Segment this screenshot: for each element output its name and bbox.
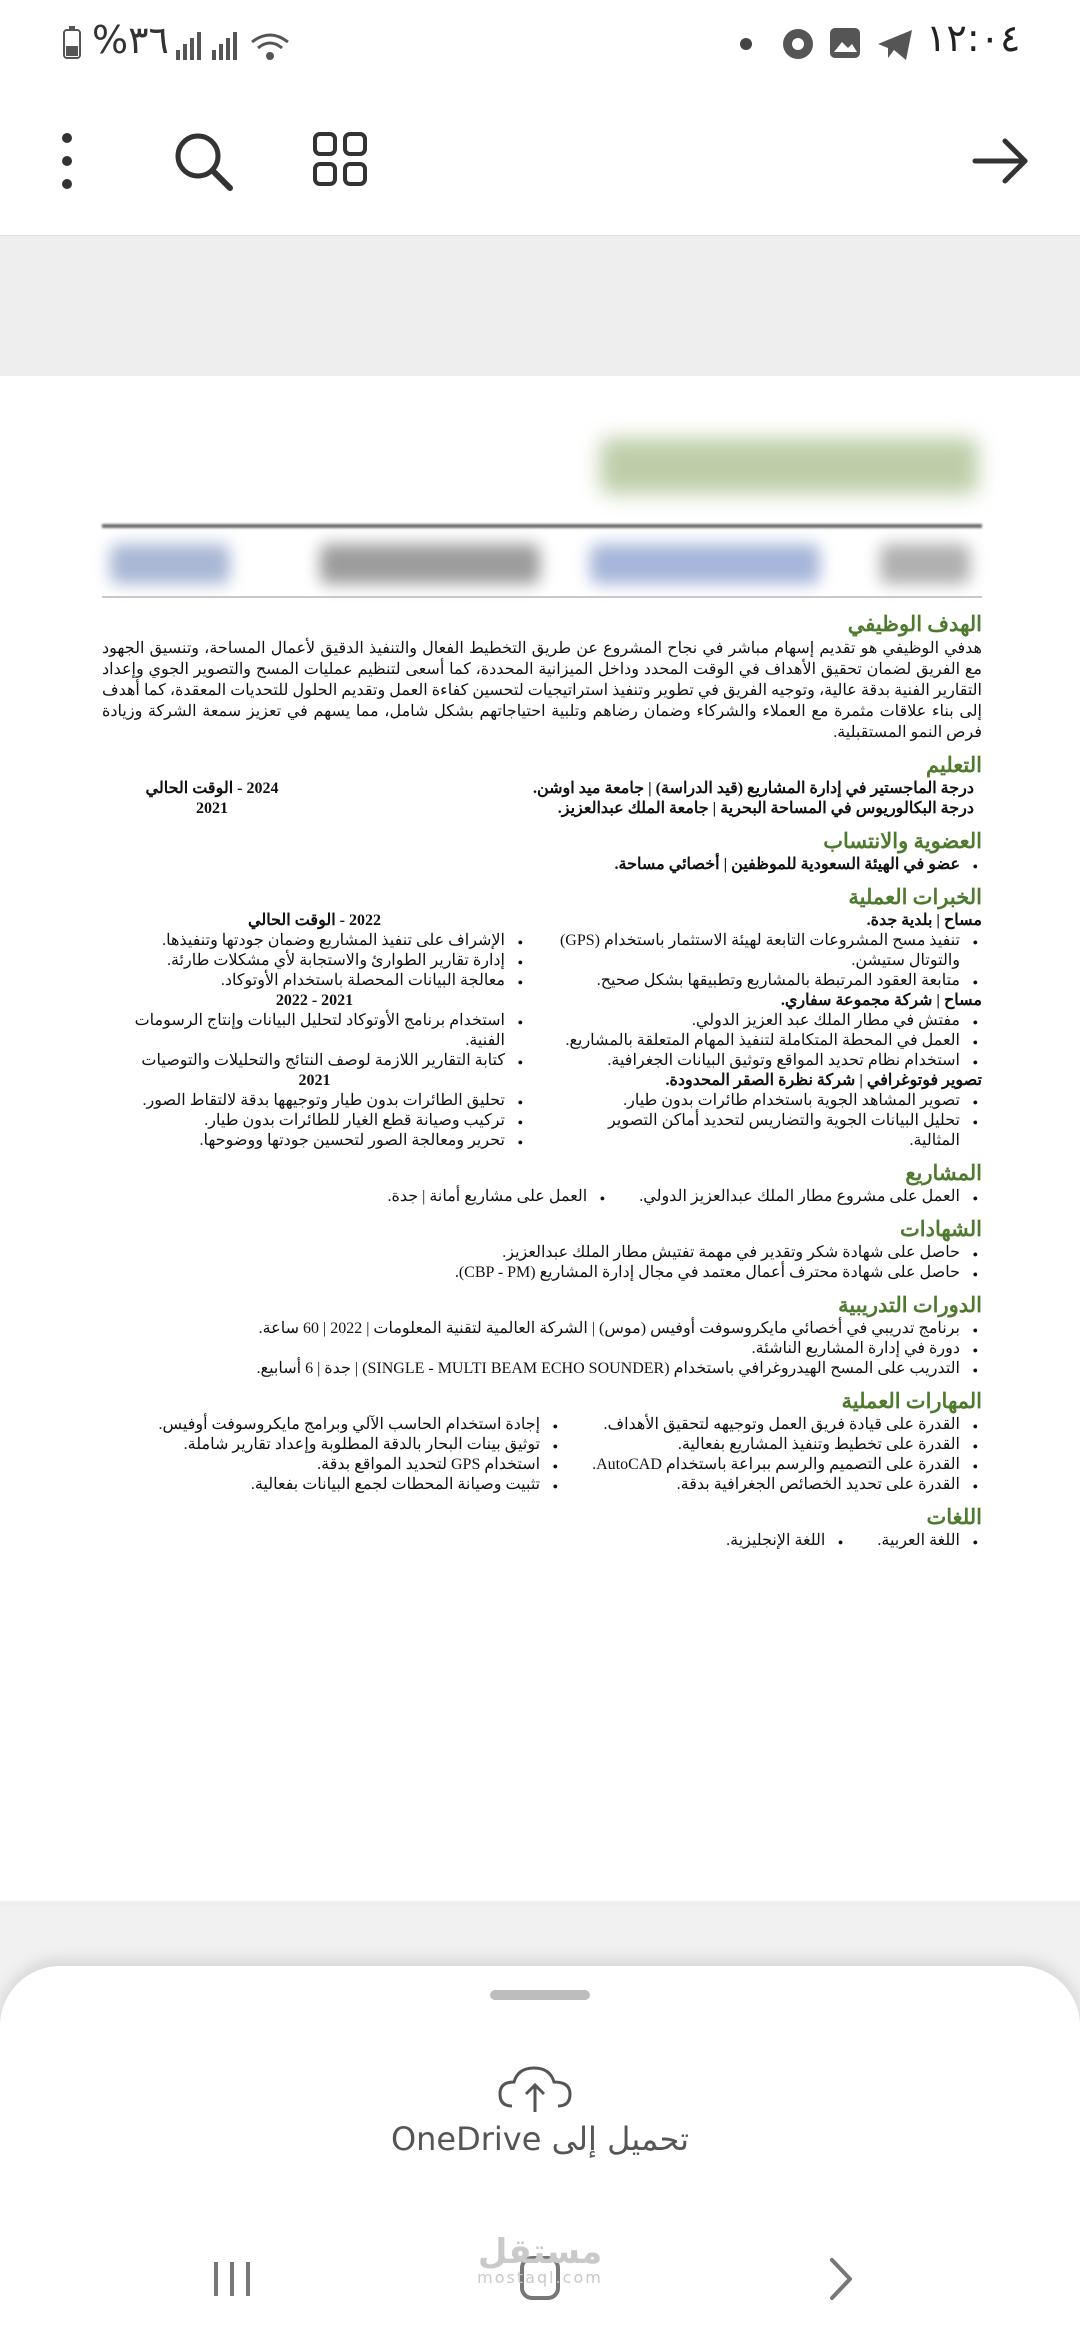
education-degree: درجة البكالوريوس في المساحة البحرية | جامعة الملك عبدالعزيز. (557, 800, 974, 817)
job-duties (102, 1011, 527, 1071)
list-item: ● إجادة استخدام الحاسب الآلي وبرامج مايكروسوفت أوفيس. (158, 1415, 562, 1435)
telegram-icon (878, 30, 912, 60)
job-block (102, 991, 982, 1071)
job-duties (102, 1091, 527, 1151)
list-item: ● حاصل على شهادة محترف أعمال معتمد في مجال إدارة المشاريع (CBP - PM). (102, 1263, 982, 1283)
list-item: ● القدرة على قيادة فريق العمل وتوجيهه لتحقيق الأهداف. (592, 1415, 982, 1435)
list-item: ● العمل في المحطة المتكاملة لتنفيذ المهام المتعلقة بالمشاريع. (557, 1031, 982, 1051)
job-duties (557, 1091, 982, 1151)
education-date: 2021 (196, 800, 228, 817)
watermark-text: مستقل (477, 2232, 603, 2272)
section-title-education: التعليم (926, 753, 982, 777)
education-block (102, 779, 982, 819)
skills-list (102, 1415, 982, 1495)
job-date: 2021 - 2022 (275, 992, 354, 1009)
section-title-experience: الخبرات العملية (848, 885, 982, 909)
certificates-list (102, 1243, 982, 1283)
gallery-icon (830, 28, 860, 58)
notification-dot-icon (740, 38, 752, 50)
sheet-drag-handle[interactable] (490, 1990, 590, 2000)
list-item: ● إدارة تقارير الطوارئ والاستجابة لأي مشكلات طارئة. (102, 951, 527, 971)
list-item: ● برنامج تدريبي في أخصائي مايكروسوفت أوفيس (موس) | الشركة العالمية لتقنية المعلومات | 2022 | 60 ساعة. (102, 1319, 982, 1339)
job-role: مساح | بلدية جدة. (866, 912, 982, 929)
list-item: ● تركيب وصيانة قطع الغيار للطائرات بدون طيار. (102, 1111, 527, 1131)
section-title-objective: الهدف الوظيفي (847, 612, 982, 636)
list-item: ● تثبيت وصيانة المحطات لجمع البيانات بفعالية. (158, 1475, 562, 1495)
list-item: ● تحليل البيانات الجوية والتضاريس لتحديد أماكن التصوير المثالية. (557, 1111, 982, 1151)
list-item: ● العمل على مشروع مطار الملك عبدالعزيز الدولي. (639, 1187, 982, 1207)
list-item: ● الإشراف على تنفيذ المشاريع وضمان جودتها وتنفيذها. (102, 931, 527, 951)
education-row (102, 779, 974, 799)
list-item: ● اللغة العربية. (877, 1531, 982, 1551)
list-item: ● تحليق الطائرات بدون طيار وتوجيهها بدقة لالتقاط الصور. (102, 1091, 527, 1111)
chrome-icon (783, 29, 813, 59)
job-date: 2021 (298, 1072, 331, 1089)
watermark (460, 2232, 620, 2287)
job-duties (557, 931, 982, 991)
more-options-button[interactable] (22, 116, 112, 206)
recents-button[interactable] (192, 2244, 272, 2314)
section-title-skills: المهارات العملية (841, 1389, 982, 1413)
section-title-projects: المشاريع (905, 1161, 982, 1185)
list-item: ● القدرة على التصميم والرسم ببراعة باستخدام AutoCAD. (592, 1455, 982, 1475)
job-role: مساح | شركة مجموعة سفاري. (780, 992, 982, 1009)
courses-list (102, 1319, 982, 1379)
blurred-contact (320, 544, 540, 584)
section-title-membership: العضوية والانتساب (823, 829, 982, 853)
back-nav-button[interactable] (800, 2244, 880, 2314)
list-item: ● تصوير المشاهد الجوية باستخدام طائرات بدون طيار. (557, 1091, 982, 1111)
projects-list (102, 1187, 982, 1207)
contact-divider (102, 596, 982, 598)
membership-list (102, 855, 982, 875)
cloud-upload-icon (400, 2054, 680, 2124)
header-divider (102, 524, 982, 528)
more-vert-icon (22, 116, 112, 206)
chevron-right-icon (800, 2244, 880, 2314)
battery-percentage: %٣٦ (92, 18, 169, 62)
education-date: 2024 - الوقت الحالي (145, 780, 279, 797)
list-item: ● متابعة العقود المرتبطة بالمشاريع وتطبيقها بشكل صحيح. (557, 971, 982, 991)
blurred-contact (880, 544, 970, 584)
list-item: ● حاصل على شهادة شكر وتقدير في مهمة تفتيش مطار الملك عبدالعزيز. (102, 1243, 982, 1263)
document-page (0, 376, 1080, 1901)
job-block (102, 911, 982, 991)
search-button[interactable] (158, 116, 248, 206)
recents-icon (192, 2244, 272, 2314)
watermark-subtext: mostaql.com (477, 2268, 603, 2287)
list-item: ● استخدام برنامج الأوتوكاد لتحليل البيانات وإنتاج الرسومات الفنية. (102, 1011, 527, 1051)
list-item: ● مفتش في مطار الملك عبد العزيز الدولي. (557, 1011, 982, 1031)
list-item: ● العمل على مشاريع أمانة | جدة. (387, 1187, 609, 1207)
blurred-contact (110, 544, 230, 584)
list-item: ● دورة في إدارة المشاريع الناشئة. (102, 1339, 982, 1359)
document-viewer[interactable] (0, 236, 1080, 1906)
list-item: ● تحرير ومعالجة الصور لتحسين جودتها ووضوحها. (102, 1131, 527, 1151)
apps-grid-icon (295, 116, 385, 206)
list-item: ● القدرة على تخطيط وتنفيذ المشاريع بفعالية. (592, 1435, 982, 1455)
signal-icon (212, 32, 237, 60)
signal-icon (176, 32, 201, 60)
status-bar (0, 0, 1080, 86)
list-item: ● معالجة البيانات المحصلة باستخدام الأوتوكاد. (102, 971, 527, 991)
languages-list (102, 1531, 982, 1551)
clock: ١٢:٠٤ (926, 16, 1021, 60)
viewer-toolbar (0, 86, 1080, 236)
section-title-certificates: الشهادات (899, 1217, 982, 1241)
status-notification-icons (740, 22, 920, 66)
back-button[interactable] (955, 116, 1045, 206)
list-item: ● كتابة التقارير اللازمة لوصف النتائج والتحليلات والتوصيات (102, 1051, 527, 1071)
upload-onedrive-label[interactable]: تحميل إلى OneDrive (390, 2120, 690, 2158)
job-duties (102, 931, 527, 991)
education-degree: درجة الماجستير في إدارة المشاريع (قيد الدراسة) | جامعة ميد اوشن. (532, 780, 974, 797)
list-item: ● عضو في الهيئة السعودية للموظفين | أخصائي مساحة. (102, 855, 982, 875)
job-date: 2022 - الوقت الحالي (247, 912, 381, 929)
blurred-name (600, 438, 978, 494)
search-icon (158, 116, 248, 206)
list-item: ● اللغة الإنجليزية. (726, 1531, 847, 1551)
forward-arrow-icon (955, 116, 1045, 206)
blurred-contact (590, 544, 820, 584)
job-block (102, 1071, 982, 1151)
resume-body (102, 602, 982, 1551)
list-item: ● القدرة على تحديد الخصائص الجغرافية بدقة. (592, 1475, 982, 1495)
battery-icon (64, 26, 80, 58)
thumbnails-button[interactable] (295, 116, 385, 206)
list-item: ● استخدام نظام تحديد المواقع وتوثيق البيانات الجغرافية. (557, 1051, 982, 1071)
list-item: ● استخدام GPS لتحديد المواقع بدقة. (158, 1455, 562, 1475)
wifi-icon (252, 35, 288, 60)
objective-text: هدفي الوظيفي هو تقديم إسهام مباشر في نجاح المشروع عن طريق التخطيط الفعال والتنفيذ الدقيق لأعمال المساحة، وتنسيق الجهود مع الفريق لضمان تحقيق الأهداف في الوقت المحدد وداخل الميزانية المحددة، كما أسعى لتنظيم عمليات المسح والتصوير الجوي وإعداد التقارير الفنية بدقة عالية، وتوجيه الفريق في تطوير وتنفيذ استراتيجيات لتحسين كفاءة العمل وتقديم الحلول للتحديات المعقدة، كما أهدف إلى بناء علاقات مثمرة مع العملاء والشركاء وضمان رضاهم وتلبية احتياجاتهم بشكل شامل، مما يسهم في تعزيز سمعة الشركة وزيادة فرص النمو المستقبلية. (102, 640, 982, 741)
list-item: ● التدريب على المسح الهيدروغرافي باستخدام (SINGLE - MULTI BEAM ECHO SOUNDER) | جدة | 6 أسابيع. (102, 1359, 982, 1379)
list-item: ● تنفيذ مسح المشروعات التابعة لهيئة الاستثمار باستخدام (GPS) والتوتال ستيشن. (557, 931, 982, 971)
list-item: ● توثيق بينات البحار بالدقة المطلوبة وإعداد تقارير شاملة. (158, 1435, 562, 1455)
job-role: تصوير فوتوغرافي | شركة نظرة الصقر المحدودة. (665, 1072, 982, 1089)
section-title-courses: الدورات التدريبية (838, 1293, 982, 1317)
education-row (102, 799, 974, 819)
job-duties (557, 1011, 982, 1071)
section-title-languages: اللغات (926, 1505, 982, 1529)
